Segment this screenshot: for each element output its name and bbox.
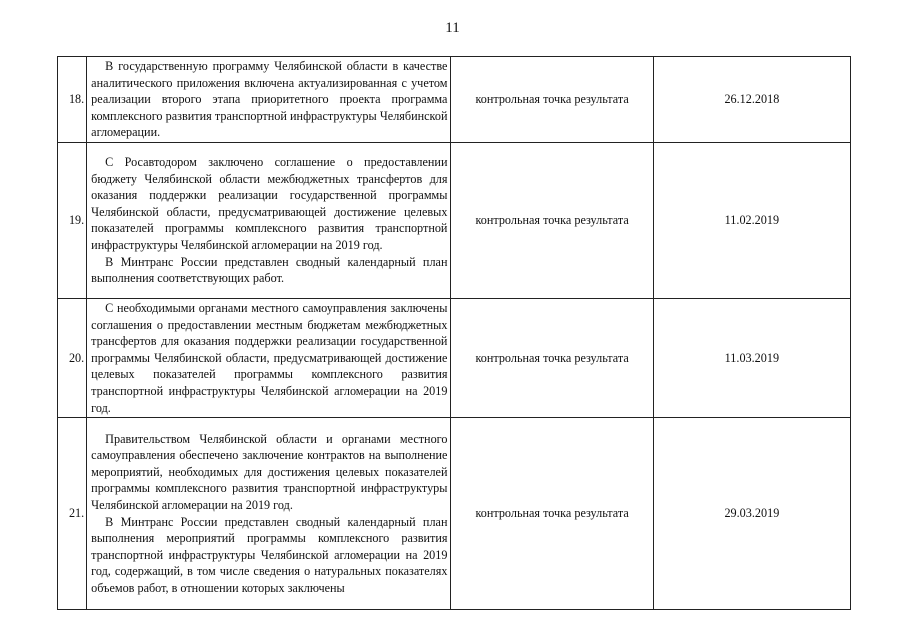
table-row: [58, 142, 851, 298]
row-date: 11.03.2019: [653, 298, 850, 417]
table-row: [58, 298, 851, 417]
description-paragraph: С Росавтодором заключено соглашение о предоставлении бюджету Челябинской области межбюджетных трансфертов для оказания поддержки реализации государственной программы Челябинской области, предусматривающей достижение целевых показателей программы комплексного развития транспортной инфраструктуры Челябинской агломерации на 2019 год.: [91, 155, 448, 253]
description-paragraph: В Минтранс России представлен сводный календарный план выполнения мероприятий программы комплексного развития транспортной инфраструктуры Челябинской агломерации на 2019 год, содержащий, в том числе сведения о натуральных показателях объемов работ, в отношении которых заключены: [91, 514, 448, 595]
row-description: [87, 57, 451, 143]
row-description: [87, 142, 451, 298]
row-description: [87, 298, 451, 417]
description-paragraph: Правительством Челябинской области и органами местного самоуправления обеспечено заключение контрактов на выполнение мероприятий, необходимых для достижения целевых показателей программы комплексного развития транспортной инфраструктуры Челябинской агломерации на 2019 год.: [91, 431, 448, 513]
row-number: 18.: [58, 57, 87, 143]
row-number: 21.: [58, 418, 87, 610]
row-date: 29.03.2019: [653, 418, 850, 610]
row-number: 20.: [58, 298, 87, 417]
row-type: контрольная точка результата: [451, 57, 653, 143]
table-row: [58, 418, 851, 610]
row-type: контрольная точка результата: [451, 142, 653, 298]
page-number: 11: [445, 20, 460, 36]
row-date: 26.12.2018: [653, 57, 850, 143]
row-type: контрольная точка результата: [451, 418, 653, 610]
row-number: 19.: [58, 142, 87, 298]
table-row: [58, 57, 851, 143]
row-date: 11.02.2019: [653, 142, 850, 298]
row-type: контрольная точка результата: [451, 298, 653, 417]
description-paragraph: В государственную программу Челябинской области в качестве аналитического приложения включена актуализированная с учетом реализации второго этапа приоритетного проекта программа комплексного развития транспортной инфраструктуры Челябинской агломерации.: [91, 59, 448, 140]
description-paragraph: С необходимыми органами местного самоуправления заключены соглашения о предоставлении местным бюджетам межбюджетных трансфертов для оказания поддержки реализации государственной программы Челябинской области, предусматривающей достижение целевых показателей программы комплексного развития транспортной инфраструктуры Челябинской агломерации на 2019 год.: [91, 300, 448, 415]
row-description: [87, 418, 451, 610]
description-paragraph: В Минтранс России представлен сводный календарный план выполнения соответствующих работ.: [91, 254, 448, 286]
milestones-table: [57, 56, 851, 610]
